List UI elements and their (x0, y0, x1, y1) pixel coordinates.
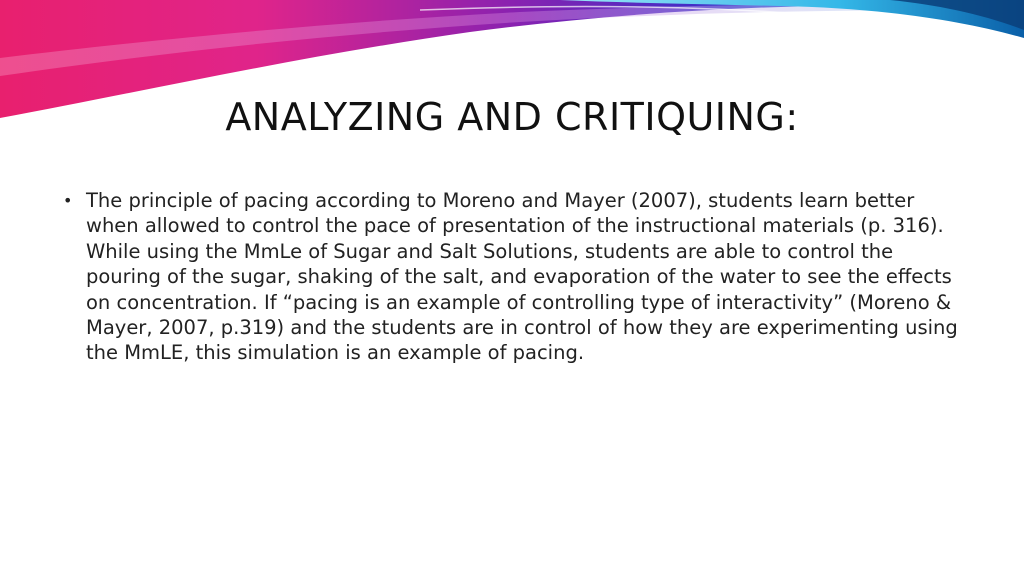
bullet-dot-icon: • (63, 191, 73, 210)
bullet-list (58, 188, 958, 366)
slide-title: ANALYZING AND CRITIQUING: (225, 95, 799, 139)
bullet-text: The principle of pacing according to Moreno and Mayer (2007), students learn better when allowed to control the pace of presentation of the instructional materials (p. 316). While using the MmLe of Sugar and Salt Solutions, students are able to control the pouring of the sugar, shaking of the salt, and evaporation of the water to see the effects on concentration. If “pacing is an example of controlling type of interactivity” (Moreno & Mayer, 2007, p.319) and the students are in control of how they are experimenting using the MmLE, this simulation is an example of pacing. (86, 189, 958, 365)
bullet-item (58, 188, 958, 366)
